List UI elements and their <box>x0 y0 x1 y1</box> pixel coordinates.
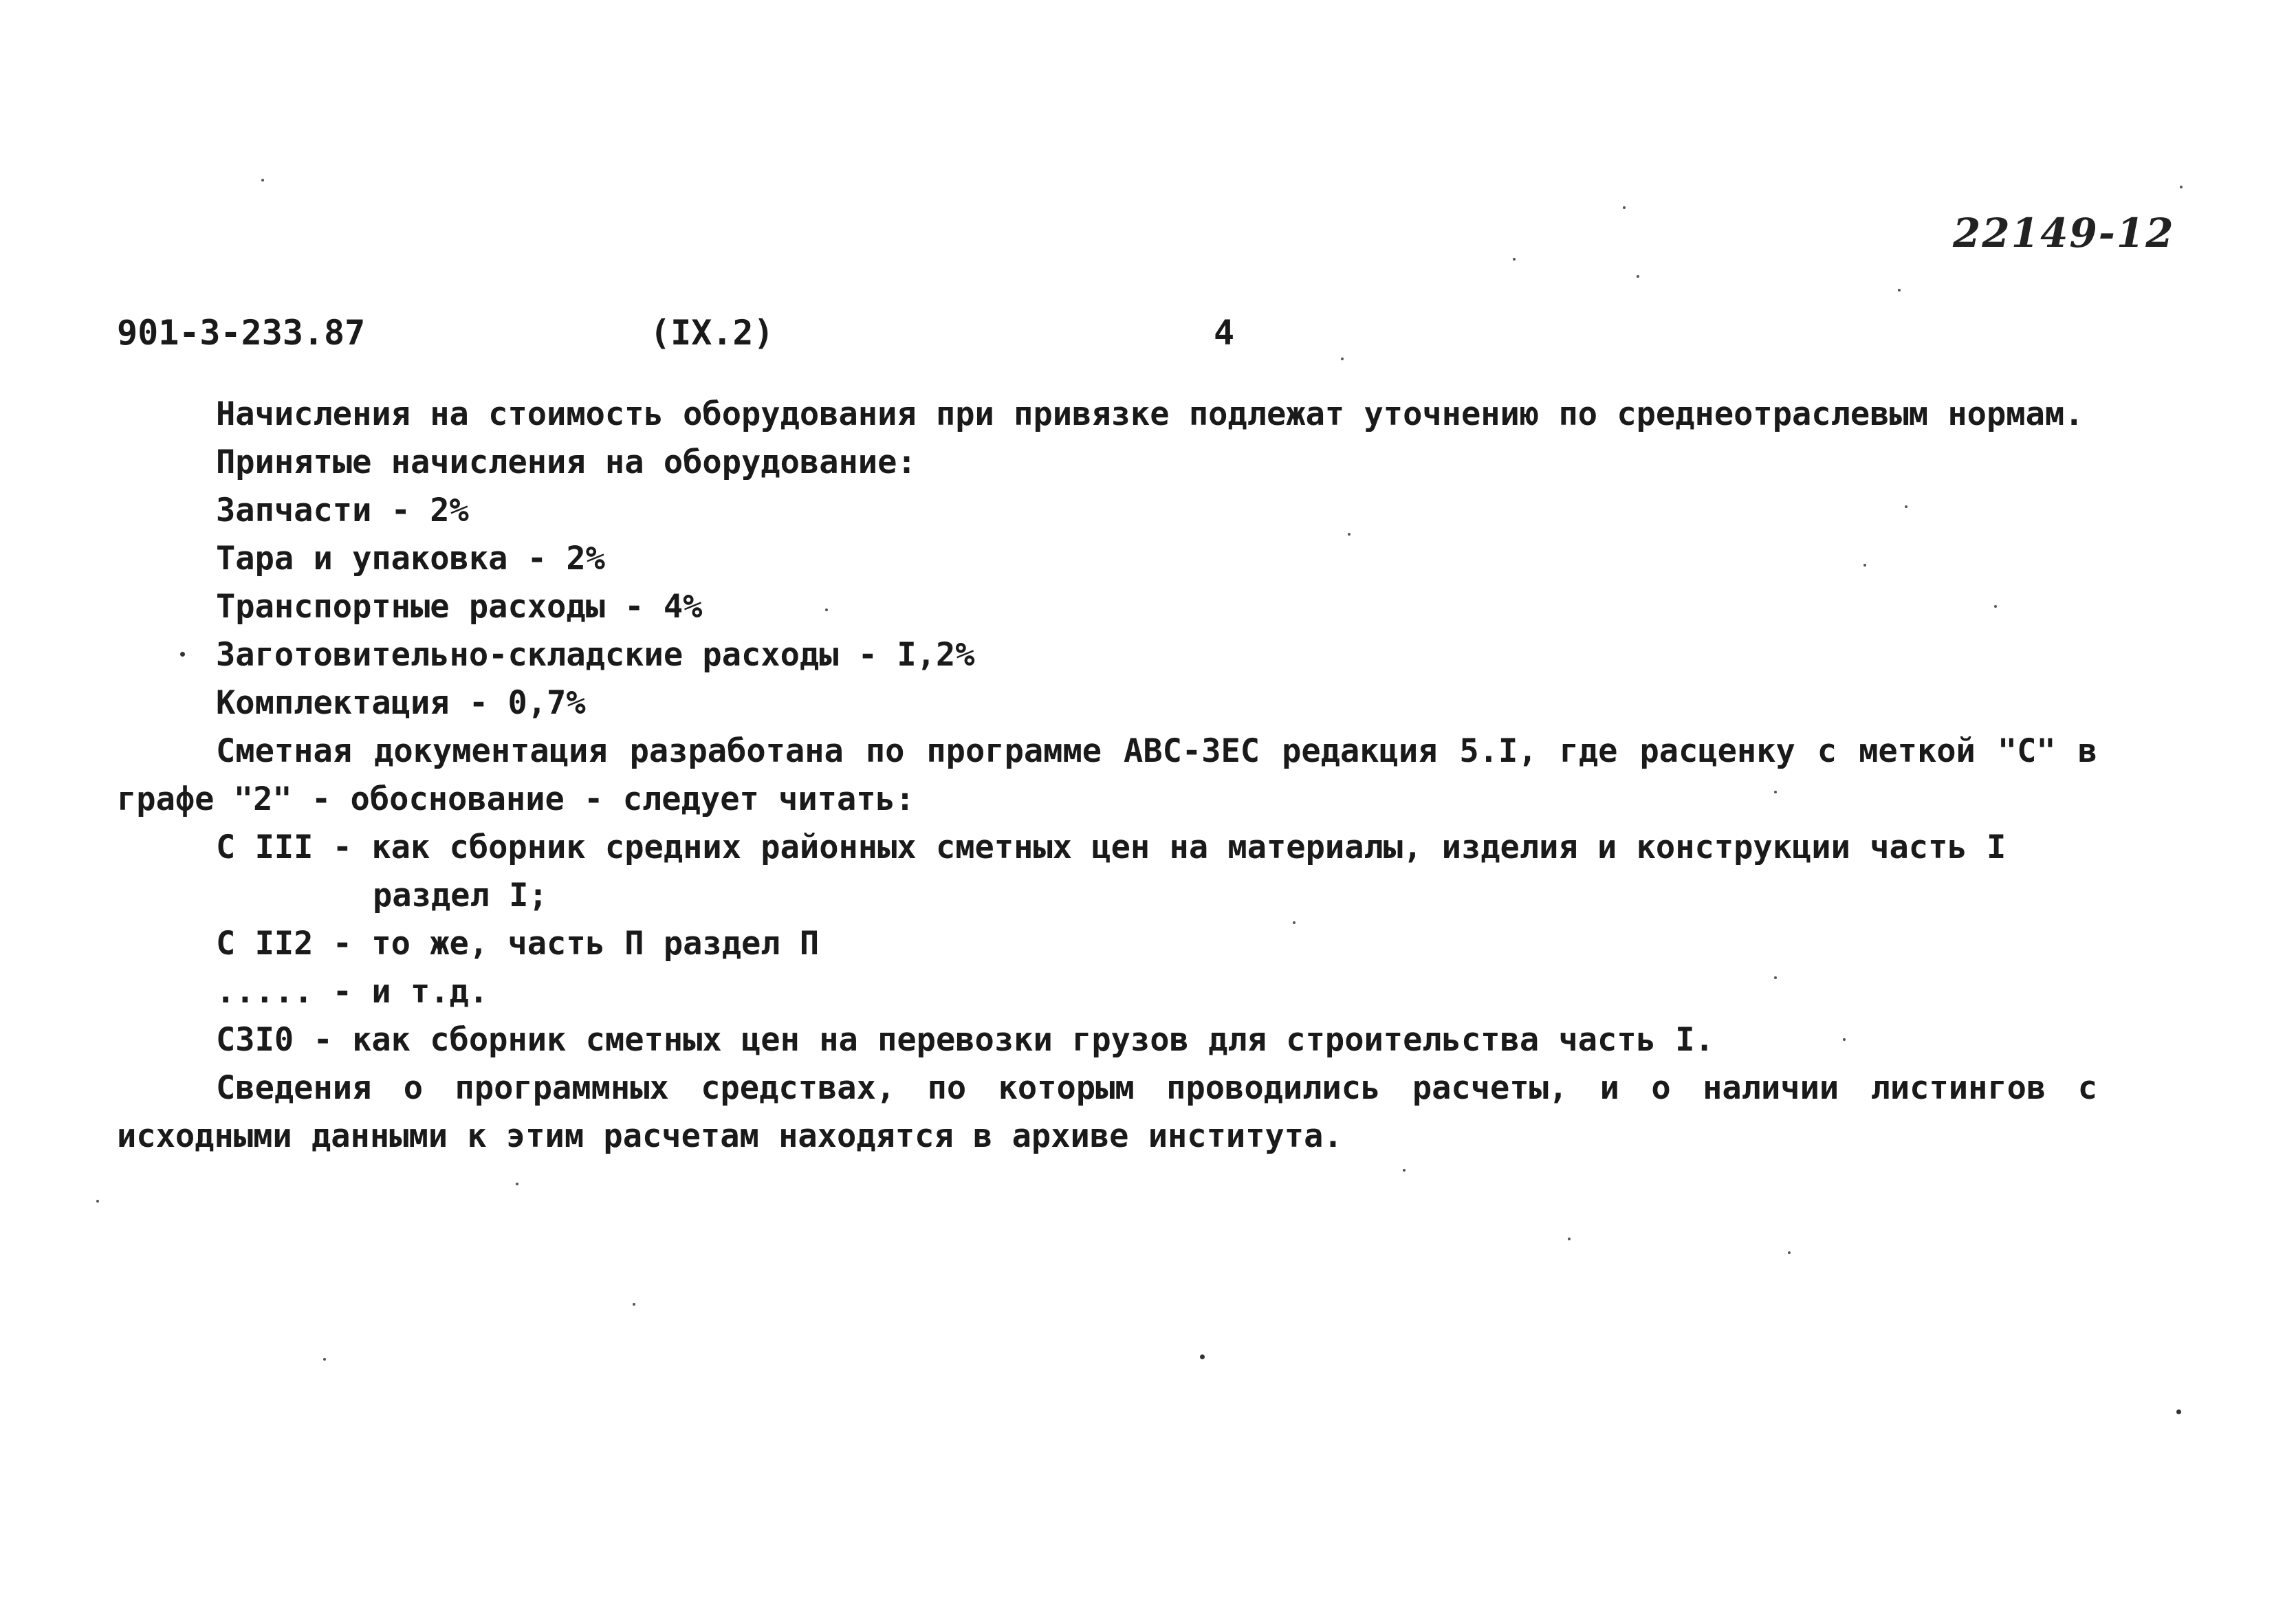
code-c112-line: С II2 - то же, часть П раздел П <box>216 925 820 963</box>
scan-speck <box>1994 605 1997 608</box>
paragraph-estimate-docs: Сметная документация разработана по программе АВС-3ЕС редакция 5.I, где расценку с меткой "С" в графе "2" - обоснование - следует читать: <box>117 732 2097 818</box>
section-code: (IX.2) <box>650 313 774 353</box>
scan-speck <box>180 652 185 657</box>
scan-speck <box>1898 289 1901 292</box>
scan-speck <box>1905 505 1907 508</box>
scan-speck <box>96 1200 99 1203</box>
archive-stamp-number: 22149-12 <box>1953 210 2175 256</box>
scan-speck <box>1568 1238 1571 1240</box>
scan-speck <box>261 179 264 182</box>
scan-speck <box>1623 206 1626 209</box>
page-number: 4 <box>1214 313 1235 353</box>
scan-speck <box>1341 358 1344 360</box>
scan-speck <box>825 608 828 611</box>
scan-speck <box>323 1358 326 1361</box>
scan-speck <box>1293 921 1295 924</box>
doc-number: 901-3-233.87 <box>117 313 366 353</box>
scan-speck <box>1788 1251 1791 1254</box>
list-item: Запчасти - 2% <box>216 492 469 529</box>
code-c111-continuation: раздел I; <box>373 877 548 914</box>
scan-speck <box>1348 533 1351 536</box>
list-item: Транспортные расходы - 4% <box>216 588 703 626</box>
code-c111-line: С III - как сборник средних районных сметных цен на материалы, изделия и конструкции часть I <box>216 829 2007 866</box>
scan-speck <box>2180 186 2183 188</box>
scan-speck <box>516 1183 518 1185</box>
list-item: Тара и упаковка - 2% <box>216 540 605 578</box>
scan-speck <box>1637 275 1639 278</box>
scan-speck <box>1200 1354 1205 1359</box>
scan-speck <box>1863 564 1866 567</box>
scan-speck <box>1774 791 1777 793</box>
code-c310-line: С3I0 - как сборник сметных цен на перевозки грузов для строительства часть I. <box>216 1021 1714 1059</box>
scan-speck <box>2176 1409 2181 1414</box>
scan-speck <box>1403 1169 1406 1172</box>
list-item: Заготовительно-складские расходы - I,2% <box>216 636 975 674</box>
etc-line: ..... - и т.д. <box>216 973 489 1011</box>
paragraph-equipment-charges: Начисления на стоимость оборудования при привязке подлежат уточнению по среднеотраслевым нормам. <box>216 395 2084 433</box>
paragraph-software-info: Сведения о программных средствах, по которым проводились расчеты, и о наличии листингов с исходными данными к этим расчетам находятся в архиве института. <box>117 1069 2097 1155</box>
paragraph-accepted-charges: Принятые начисления на оборудование: <box>216 443 917 481</box>
scan-speck <box>1513 258 1516 261</box>
list-item: Комплектация - 0,7% <box>216 684 586 722</box>
scan-speck <box>1774 976 1777 979</box>
scan-speck <box>1843 1038 1846 1041</box>
document-body <box>117 391 2097 1161</box>
scan-speck <box>633 1303 635 1306</box>
